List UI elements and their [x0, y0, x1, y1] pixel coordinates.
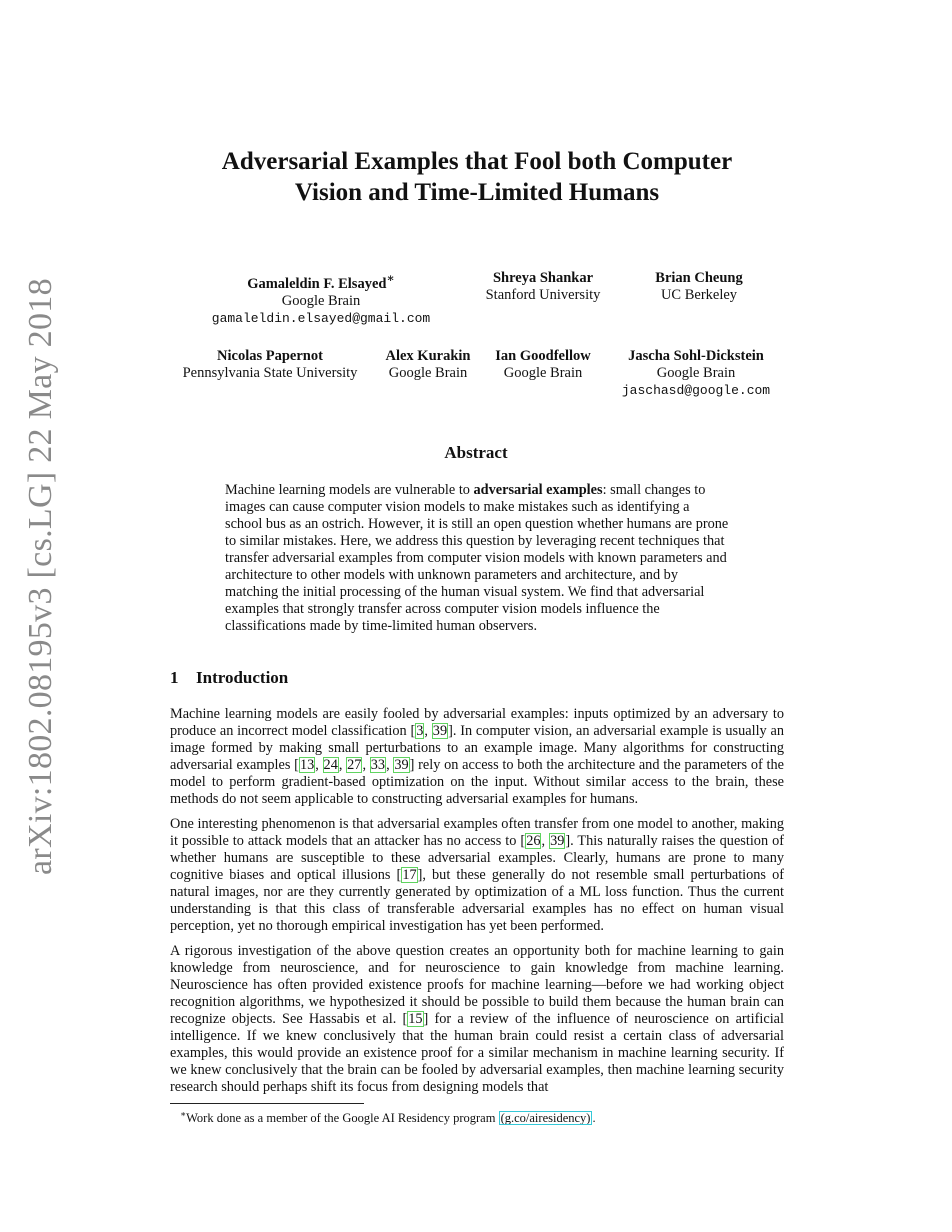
footnote-mark: ∗	[180, 1109, 187, 1119]
footnote-mark: ∗	[386, 271, 395, 285]
citation-link[interactable]: 26	[526, 833, 541, 849]
residency-link[interactable]: (g.co/airesidency)	[500, 1111, 591, 1126]
author-affiliation: UC Berkeley	[660, 287, 738, 303]
footnote: ∗Work done as a member of the Google AI Residency program (g.co/airesidency) .	[180, 1109, 596, 1126]
arxiv-identifier-stamp: arXiv:1802.08195v3 [cs.LG] 22 May 2018	[22, 278, 59, 875]
abstract-body: Machine learning models are vulnerable to adversarial examples: small changes to images can cause computer vision models to make mistakes such as identifying a school bus as an ostrich. However, it is still an open question whether humans are prone to similar mistakes. Here, we address this question by leveraging recent techniques that transfer adversarial examples from computer vision models with known parameters and architecture to other models with unknown parameters and architecture, and by matching the initial processing of the human visual system. We find that adversarial examples that strongly transfer across computer vision models influence the classifications made by time-limited human observers.	[225, 482, 729, 634]
citation-link[interactable]: 17	[402, 867, 417, 883]
author-name: Shreya Shankar	[492, 270, 594, 286]
author-email[interactable]: jaschasd@google.com	[621, 383, 771, 398]
author-name: Gamaleldin F. Elsayed∗	[247, 271, 395, 292]
author-name: Brian Cheung	[655, 270, 743, 286]
abstract-keyword: adversarial examples	[473, 482, 603, 498]
intro-paragraph-1: Machine learning models are easily fooled by adversarial examples: inputs optimized by an adversary to produce an incorrect model classification [3, 39]. In computer vision, an adversarial example is usually an image formed by making small perturbations to an example image. Many algorithms for constructing adversarial examples [13, 24, 27, 33, 39] rely on access to both the architecture and the parameters of the model to perform gradient-based optimization on the input. Without similar access to the brain, these methods do not seem applicable to constructing adversarial examples for humans.	[170, 706, 784, 807]
citation-link[interactable]: 39	[394, 757, 409, 773]
section-heading-introduction	[170, 668, 288, 688]
section-title: Introduction	[196, 668, 289, 687]
author-shankar	[473, 270, 613, 304]
intro-paragraph-3: A rigorous investigation of the above question creates an opportunity both for machine learning to gain knowledge from neuroscience, and for neuroscience to gain knowledge from machine learning. Neuroscience has often provided existence proofs for machine learning—before we had working object recognition algorithms, we hypothesized it should be possible to build them because the human brain can recognize objects. See Hassabis et al. [15] for a review of the influence of neuroscience on artificial intelligence. If we knew conclusively that the human brain could resist a certain class of adversarial examples, this would provide an existence proof for a similar mechanism in machine learning security. If we knew conclusively that the brain can be fooled by adversarial examples, then machine learning security research should perhaps shift its focus from designing models that	[170, 943, 784, 1095]
citation-link[interactable]: 39	[432, 723, 448, 739]
author-elsayed	[205, 270, 437, 327]
section-number: 1	[170, 668, 179, 687]
author-affiliation: Stanford University	[485, 287, 601, 303]
author-affiliation: Google Brain	[388, 365, 468, 381]
citation-link[interactable]: 24	[323, 757, 338, 773]
abstract-heading: Abstract	[444, 443, 508, 462]
author-name: Jascha Sohl-Dickstein	[628, 348, 764, 364]
author-affiliation: Google Brain	[656, 365, 736, 381]
intro-paragraph-2: One interesting phenomenon is that adversarial examples often transfer from one model to another, making it possible to attack models that an attacker has no access to [26, 39]. This naturally raises the question of whether humans are susceptible to these adversarial examples. Clearly, humans are prone to many cognitive biases and optical illusions [17], but these generally do not resemble small perturbations of natural images, nor are they currently generated by optimization of a ML loss function. Thus the current understanding is that this class of transferable adversarial examples has no effect on human visual perception, yet no thorough empirical investigation has yet been performed.	[170, 816, 784, 934]
citation-link[interactable]: 27	[347, 757, 362, 773]
author-sohl-dickstein	[612, 348, 780, 399]
author-affiliation: Pennsylvania State University	[182, 365, 358, 381]
author-goodfellow	[487, 348, 599, 382]
title-line-2: Vision and Time-Limited Humans	[294, 179, 660, 206]
author-name: Alex Kurakin	[385, 348, 471, 364]
citation-link[interactable]: 15	[408, 1011, 423, 1027]
title-line-1: Adversarial Examples that Fool both Computer	[221, 148, 733, 175]
author-name: Nicolas Papernot	[217, 348, 323, 364]
author-papernot	[172, 348, 368, 382]
author-name: Ian Goodfellow	[495, 348, 591, 364]
author-kurakin	[378, 348, 478, 382]
paper-title	[170, 146, 784, 208]
author-email[interactable]: gamaleldin.elsayed@gmail.com	[211, 310, 431, 326]
footnote-divider	[170, 1103, 364, 1104]
citation-link[interactable]: 3	[416, 723, 424, 739]
citation-link[interactable]: 13	[299, 757, 315, 773]
author-affiliation: Google Brain	[503, 365, 583, 381]
author-cheung	[640, 270, 758, 304]
citation-link[interactable]: 33	[370, 757, 386, 773]
author-affiliation: Google Brain	[281, 292, 361, 309]
citation-link[interactable]: 39	[550, 833, 565, 849]
